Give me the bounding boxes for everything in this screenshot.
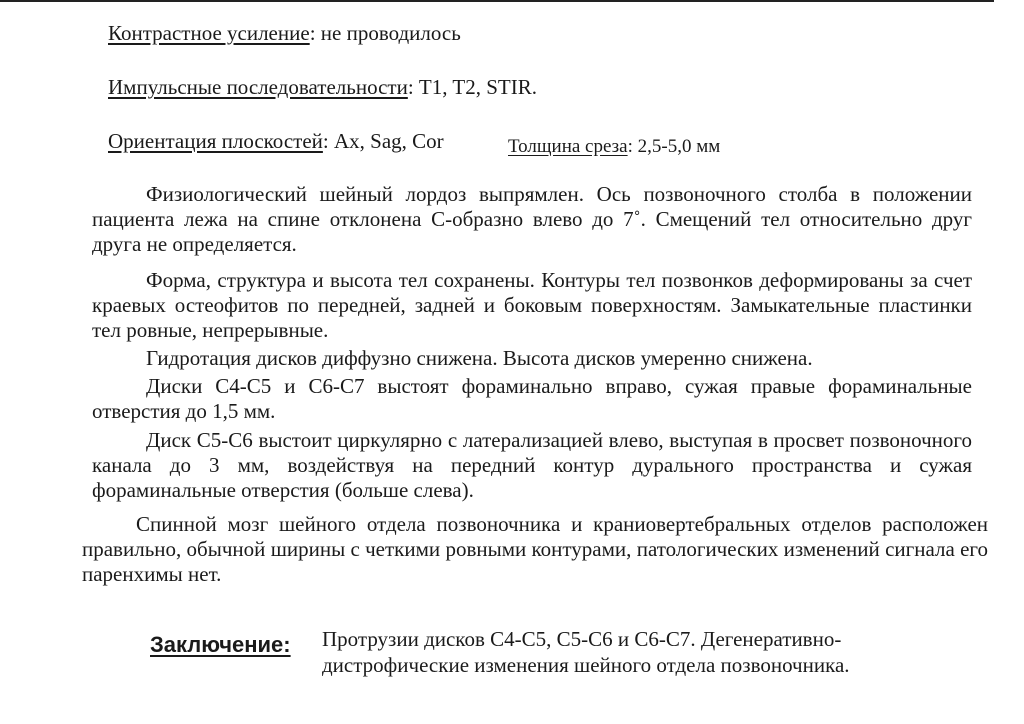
- top-border-line: [0, 0, 994, 2]
- contrast-value: : не проводилось: [309, 21, 461, 45]
- paragraph-discs-c4c5-c6c7: [92, 374, 972, 424]
- sequences-value: : T1, T2, STIR.: [407, 75, 537, 99]
- paragraph-vertebrae: [92, 268, 972, 343]
- thickness-row: [508, 134, 720, 160]
- paragraph-hydration: [92, 346, 972, 371]
- conclusion-label: Заключение:: [150, 632, 291, 657]
- paragraph-disc-c5c6: [92, 428, 972, 503]
- planes-label: Ориентация плоскостей: [108, 129, 323, 153]
- paragraph-hydration-text: Гидротация дисков диффузно снижена. Высота дисков умеренно снижена.: [146, 346, 813, 370]
- contrast-row: [108, 20, 461, 46]
- paragraph-lordosis: [92, 182, 972, 257]
- thickness-value: : 2,5-5,0 мм: [627, 136, 721, 157]
- sequences-label: Импульсные последовательности: [108, 75, 408, 99]
- paragraph-vertebrae-text: Форма, структура и высота тел сохранены. Контуры тел позвонков деформированы за счет краевых остеофитов по передней, задней и боковым поверхностям. Замыкательные пластинки тел ровные, непрерывные.: [92, 268, 972, 342]
- thickness-label: Толщина среза: [508, 136, 628, 157]
- sequences-row: [108, 74, 537, 100]
- paragraph-disc-c5c6-text: Диск С5-С6 выстоит циркулярно с латерализацией влево, выступая в просвет позвоночного канала до 3 мм, воздействуя на передний контур дурального пространства и сужая фораминальные отверстия (больше слева).: [92, 428, 972, 502]
- conclusion-text: Протрузии дисков С4-С5, С5-С6 и С6-С7. Дегенеративно-дистрофические изменения шейного отдела позвоночника.: [322, 627, 850, 677]
- contrast-label: Контрастное усиление: [108, 21, 310, 45]
- paragraph-spinal-cord: [82, 512, 988, 587]
- paragraph-lordosis-text: Физиологический шейный лордоз выпрямлен. Ось позвоночного столба в положении пациента лежа на спине отклонена С-образно влево до 7˚. Смещений тел относительно друг друга не определяется.: [92, 182, 972, 256]
- planes-row: [108, 128, 444, 154]
- paragraph-spinal-cord-text: Спинной мозг шейного отдела позвоночника и краниовертебральных отделов расположен правильно, обычной ширины с четкими ровными контурами, патологических изменений сигнала его паренхимы нет.: [82, 512, 988, 586]
- planes-value: : Ax, Sag, Cor: [322, 129, 444, 153]
- paragraph-discs-c4c5-c6c7-text: Диски С4-С5 и С6-С7 выстоят фораминально вправо, сужая правые фораминальные отверстия до 1,5 мм.: [92, 374, 972, 423]
